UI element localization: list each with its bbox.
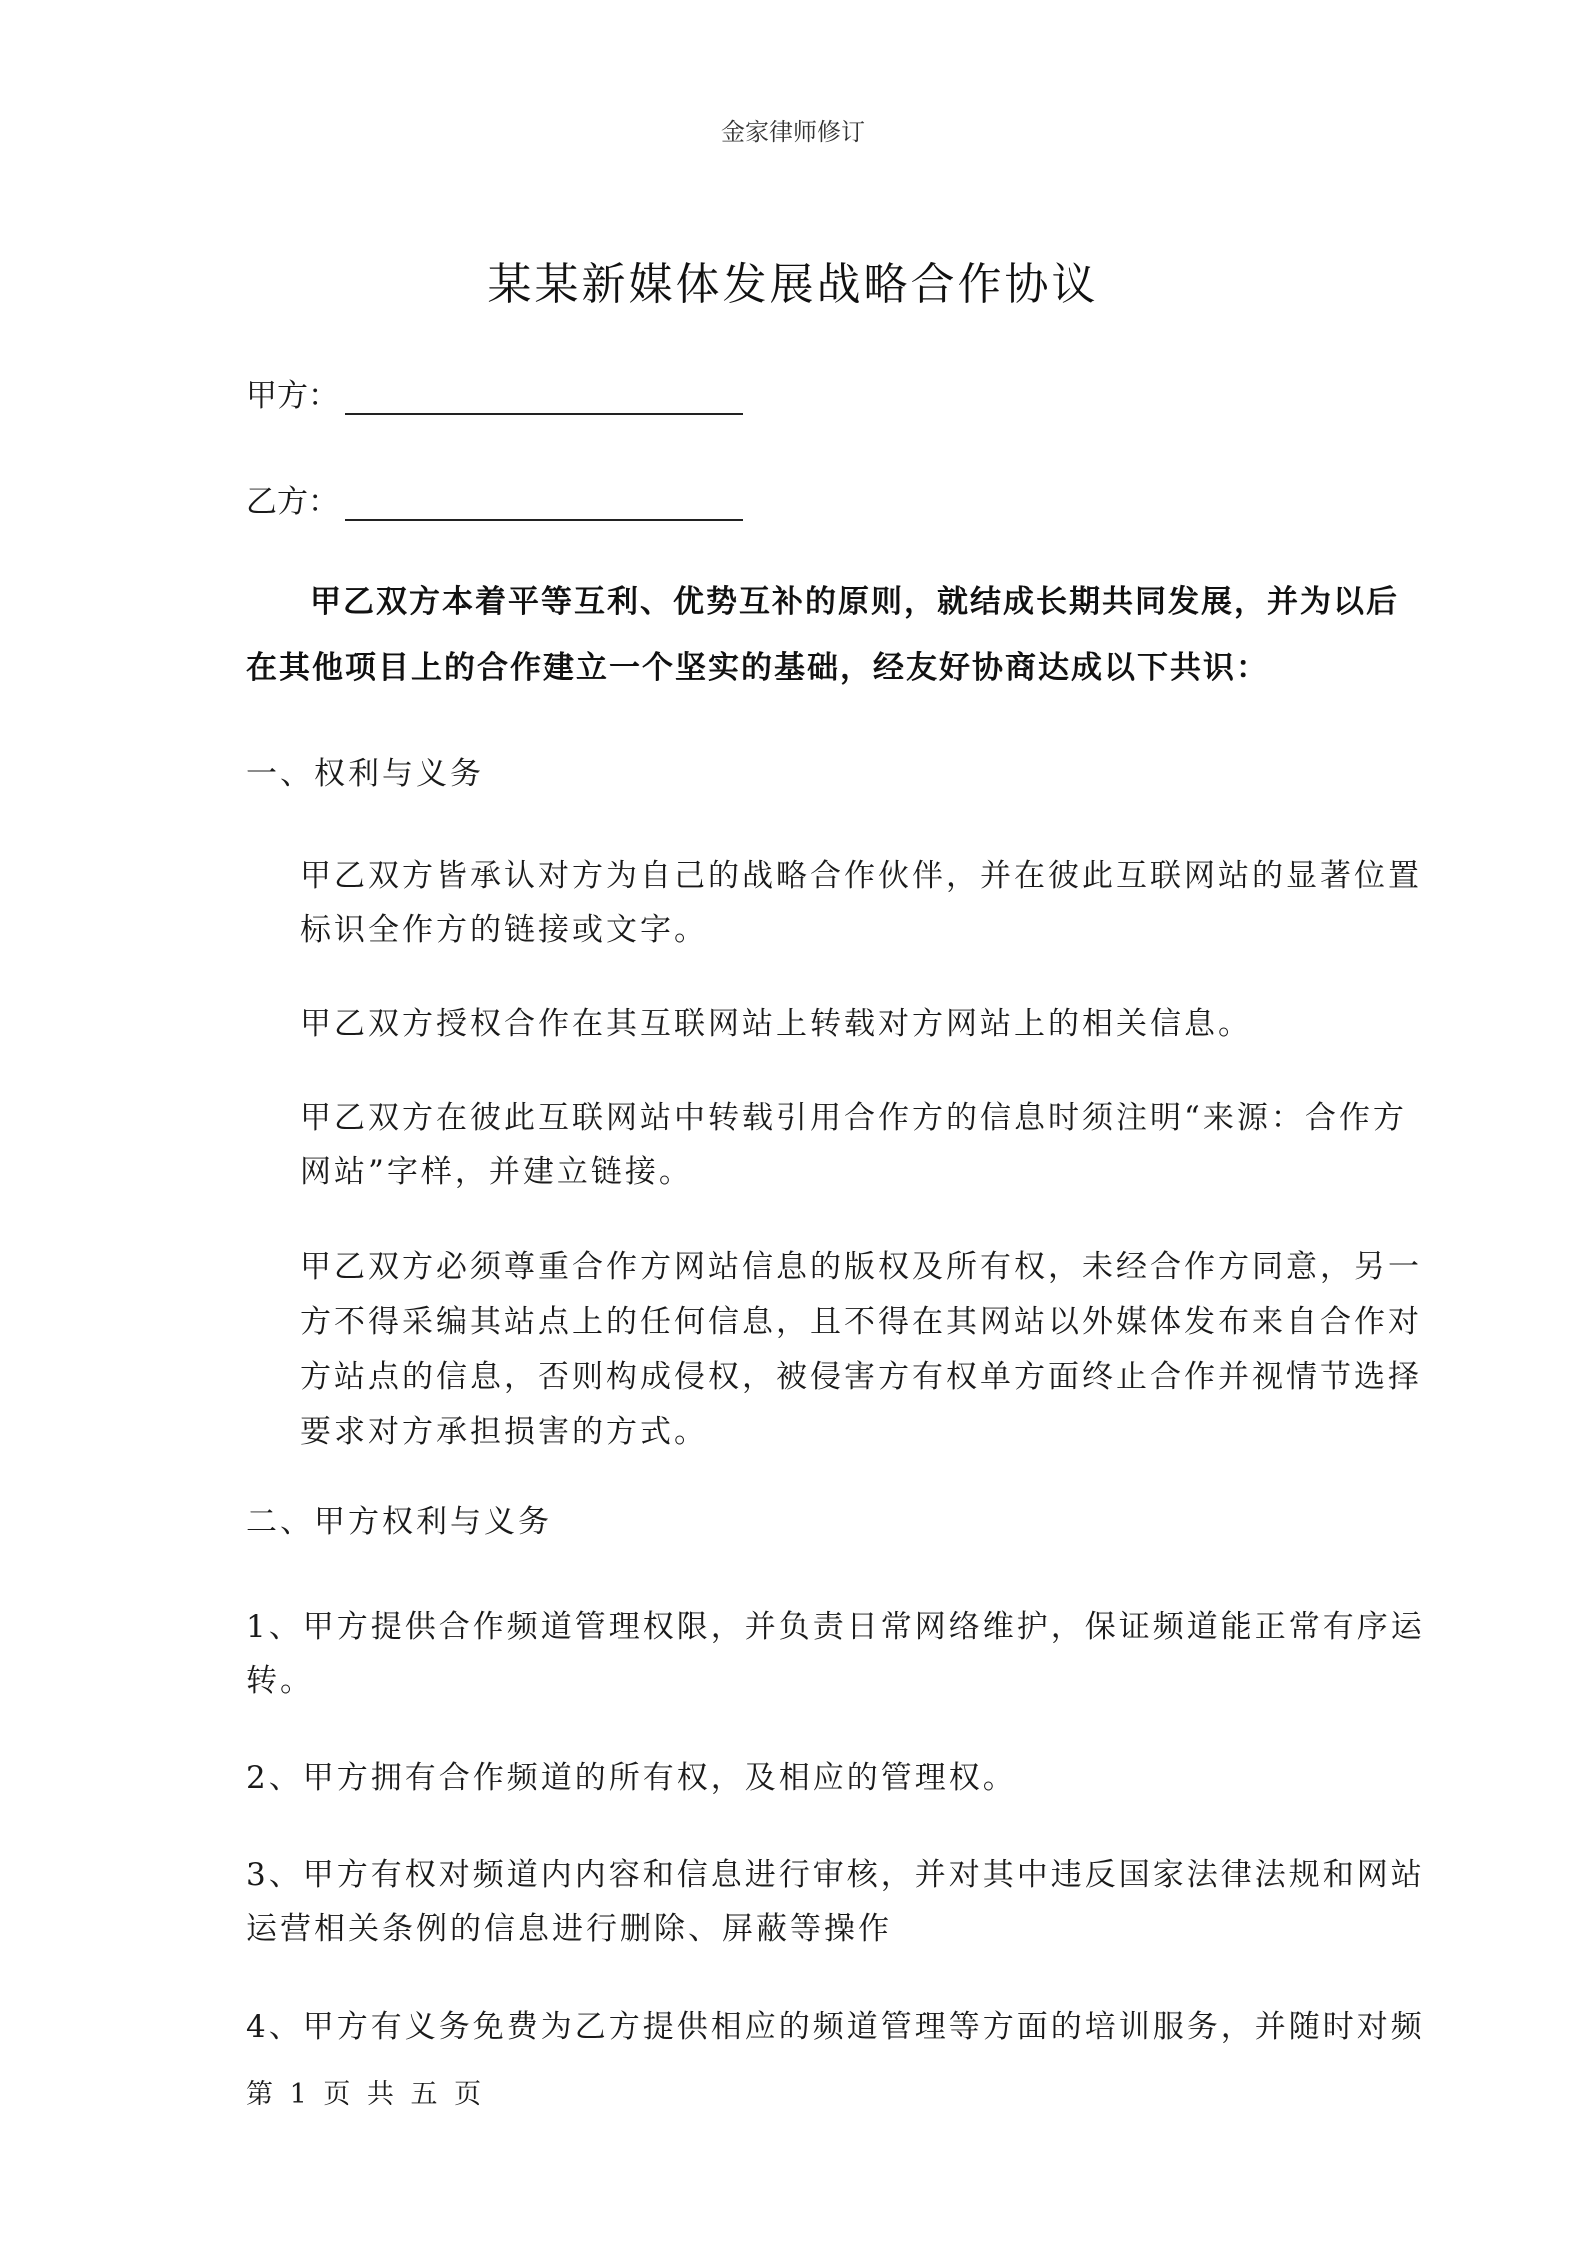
section-1-paragraph-1-line-2: 标识全作方的链接或文字。: [300, 912, 708, 948]
page-title: 某某新媒体发展战略合作协议: [487, 259, 1099, 310]
section-1-paragraph-1-line-1: 甲乙双方皆承认对方为自己的战略合作伙伴，并在彼此互联网站的显著位置: [300, 858, 1422, 894]
section-2-item-3-line-2: 运营相关条例的信息进行删除、屏蔽等操作: [246, 1911, 892, 1947]
party-a-label: 甲方：: [246, 378, 339, 414]
party-b-label: 乙方：: [246, 484, 339, 520]
section-1-paragraph-4-line-2: 方不得采编其站点上的任何信息，且不得在其网站以外媒体发布来自合作对: [300, 1304, 1422, 1340]
section-1-paragraph-4-line-4: 要求对方承担损害的方式。: [300, 1414, 708, 1450]
intro-line-2: 在其他项目上的合作建立一个坚实的基础，经友好协商达成以下共识：: [246, 650, 1269, 686]
party-a-field: [246, 370, 743, 415]
party-b-field: [246, 476, 743, 521]
party-b-blank-line: [345, 483, 743, 521]
section-1-paragraph-3-line-2: 网站”字样，并建立链接。: [300, 1154, 693, 1190]
section-2-item-4-line-1: 4、甲方有义务免费为乙方提供相应的频道管理等方面的培训服务，并随时对频: [246, 2009, 1425, 2045]
section-2-item-1-line-2: 转。: [246, 1663, 314, 1699]
section-1-paragraph-3-line-1: 甲乙双方在彼此互联网站中转载引用合作方的信息时须注明“来源：合作方: [300, 1100, 1407, 1136]
intro-line-1: 甲乙双方本着平等互利、优势互补的原则，就结成长期共同发展，并为以后: [310, 584, 1399, 620]
section-1-paragraph-2-line-1: 甲乙双方授权合作在其互联网站上转载对方网站上的相关信息。: [300, 1006, 1252, 1042]
section-2-item-2-line-1: 2、甲方拥有合作频道的所有权，及相应的管理权。: [246, 1760, 1017, 1796]
section-1-heading: 一、权利与义务: [246, 756, 484, 792]
section-1-paragraph-4-line-3: 方站点的信息，否则构成侵权，被侵害方有权单方面终止合作并视情节选择: [300, 1359, 1422, 1395]
section-1-paragraph-4-line-1: 甲乙双方必须尊重合作方网站信息的版权及所有权，未经合作方同意，另一: [300, 1249, 1422, 1285]
header-note: 金家律师修订: [721, 118, 865, 146]
party-a-blank-line: [345, 377, 743, 415]
section-2-heading: 二、甲方权利与义务: [246, 1504, 552, 1540]
section-2-item-3-line-1: 3、甲方有权对频道内内容和信息进行审核，并对其中违反国家法律法规和网站: [246, 1857, 1425, 1893]
section-2-item-1-line-1: 1、甲方提供合作频道管理权限，并负责日常网络维护，保证频道能正常有序运: [246, 1609, 1425, 1645]
page-footer: 第 1 页 共 五 页: [246, 2079, 486, 2110]
